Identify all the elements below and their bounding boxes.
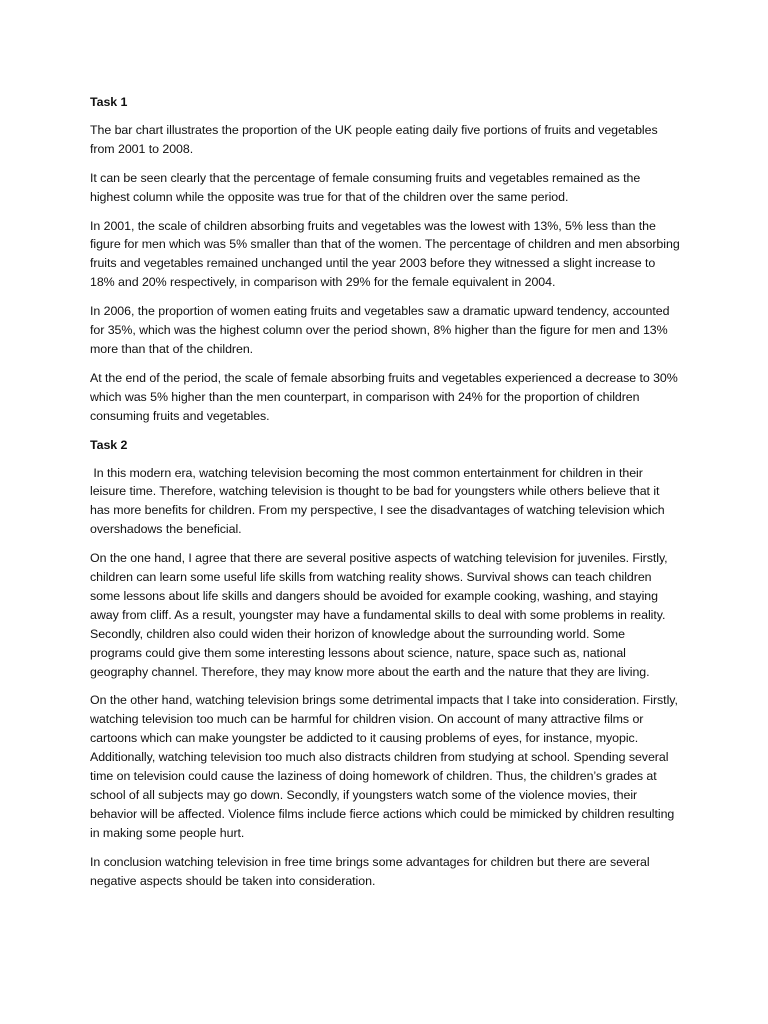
document-page — [90, 93, 680, 901]
task1-paragraph-3: In 2001, the scale of children absorbing fruits and vegetables was the lowest with 13%, 5% less than the figure for men which was 5% smaller than that of the women. The percentage of children and men absorbing fruits and vegetables remained unchanged until the year 2003 before they witnessed a slight increase to 18% and 20% respectively, in comparison with 29% for the female equivalent in 2004. — [90, 218, 680, 290]
task1-heading: Task 1 — [90, 95, 128, 109]
task1-paragraph-1: The bar chart illustrates the proportion of the UK people eating daily five portions of fruits and vegetables from 2001 to 2008. — [90, 122, 658, 156]
task1-paragraph-2: It can be seen clearly that the percentage of female consuming fruits and vegetables remained as the highest column while the opposite was true for that of the children over the same period. — [90, 170, 641, 204]
task2-paragraph-1: In this modern era, watching television becoming the most common entertainment for children in their leisure time. Therefore, watching television is thought to be bad for youngsters while others believe that it has more benefits for children. From my perspective, I see the disadvantages of watching television which overshadows the beneficial. — [90, 465, 669, 537]
task2-heading: Task 2 — [90, 437, 128, 452]
task2-paragraph-4: In conclusion watching television in free time brings some advantages for children but there are several negative aspects should be taken into consideration. — [90, 854, 650, 888]
task1-paragraph-4: In 2006, the proportion of women eating fruits and vegetables saw a dramatic upward tendency, accounted for 35%, which was the highest column over the period shown, 8% higher than the figure for men and 13% more than that of the children. — [90, 304, 670, 356]
task2-paragraph-3: On the other hand, watching television brings some detrimental impacts that I take into consideration. Firstly, watching television too much can be harmful for children vision. On account of many attractive films or cartoons which can make youngster be addicted to it causing problems of eyes, for instance, myopic. Additionally, watching television too much also distracts children from studying at school. Spending several time on television could cause the laziness of doing homework of children. Thus, the children’s grades at school of all subjects may go down. Secondly, if youngsters watch some of the violence movies, their behavior will be affected. Violence films include fierce actions which could be mimicked by children resulting in making some people hurt. — [90, 693, 678, 840]
task1-paragraph-5: At the end of the period, the scale of female absorbing fruits and vegetables experienced a decrease to 30% which was 5% higher than the men counterpart, in comparison with 24% for the proportion of children consuming fruits and vegetables. — [90, 370, 678, 423]
task2-paragraph-2: On the one hand, I agree that there are several positive aspects of watching television for juveniles. Firstly, children can learn some useful life skills from watching reality shows. Survival shows can teach children some lessons about life skills and dangers should be avoided for example cooking, washing, and staying away from cliff. As a result, youngster may have a fundamental skills to deal with some problems in reality. Secondly, children also could widen their horizon of knowledge about the surrounding world. Some programs could give them some interesting lessons about science, nature, space such as, national geography channel. Therefore, they may know more about the earth and the nature that they are living. — [90, 551, 668, 679]
